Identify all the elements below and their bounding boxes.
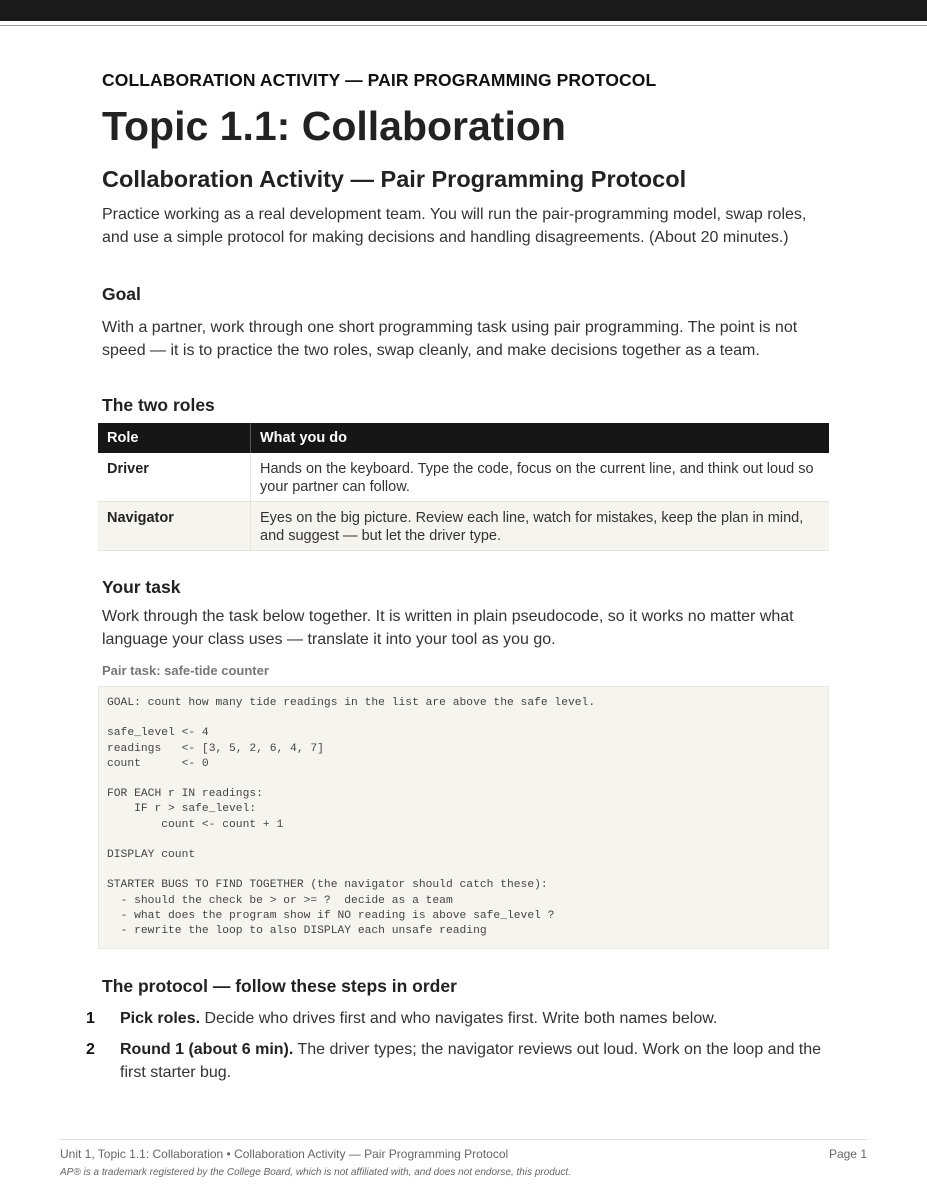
- step-number: 2: [86, 1041, 95, 1059]
- column-header-what-you-do: What you do: [251, 423, 830, 453]
- task-heading: Your task: [102, 577, 181, 597]
- page-number: Page 1: [828, 1147, 867, 1161]
- footer-text: Unit 1, Topic 1.1: Collaboration • Collaboration Activity — Pair Programming Protocol: [60, 1147, 509, 1161]
- table-header-row: [98, 423, 829, 453]
- column-header-role: Role: [98, 423, 251, 453]
- footer-rule: [60, 1139, 867, 1140]
- roles-table: [98, 423, 829, 551]
- table-row: [98, 453, 829, 502]
- table-row: [98, 502, 829, 551]
- pseudocode-block: GOAL: count how many tide readings in the list are above the safe level. safe_level <- 4 readings <- [3, 5, 2, 6, 4, 7] count <- 0 FOR EACH r IN readings: IF r > safe_level: count <- count + 1 DISPLAY count STARTER BUGS TO FIND TOGETHER (the navigator should catch these): - should the check be > or >= ? decide as a team - what does the program show if NO reading is above safe_level ? - rewrite the loop to also DISPLAY each unsafe reading: [98, 686, 829, 949]
- protocol-steps: [86, 1007, 829, 1084]
- step-text: Decide who drives first and who navigates first. Write both names below.: [200, 1010, 718, 1028]
- protocol-heading: The protocol — follow these steps in order: [102, 976, 457, 997]
- document-body: [86, 68, 829, 1092]
- step-lead: Pick roles.: [120, 1010, 201, 1028]
- intro-paragraph: Practice working as a real development team. You will run the pair-programming model, swap roles, and use a simple protocol for making decisions and handling disagreements. (About 20 minutes.): [102, 206, 807, 246]
- code-caption: Pair task: safe-tide counter: [102, 663, 269, 678]
- step-text: The driver types; the navigator reviews out loud. Work on the loop and the first starter bug.: [120, 1041, 822, 1082]
- task-paragraph: Work through the task below together. It is written in plain pseudocode, so it works no matter what language your class uses — translate it into your tool as you go.: [102, 608, 794, 648]
- top-rule: [0, 25, 927, 26]
- page-title: Topic 1.1: Collaboration: [102, 103, 566, 149]
- roles-heading: The two roles: [102, 395, 215, 415]
- trademark-note: AP® is a trademark registered by the College Board, which is not affiliated with, and does not endorse, this product.: [60, 1167, 571, 1178]
- top-bar: [0, 0, 927, 21]
- step-number: 1: [86, 1010, 95, 1028]
- role-description: Eyes on the big picture. Review each line, watch for mistakes, keep the plan in mind, and suggest — but let the driver type.: [251, 502, 830, 551]
- role-name: Navigator: [98, 502, 251, 551]
- goal-paragraph: With a partner, work through one short programming task using pair programming. The point is not speed — it is to practice the two roles, swap cleanly, and make decisions together as a team.: [102, 319, 798, 359]
- section-title: Collaboration Activity — Pair Programming Protocol: [102, 166, 687, 192]
- list-item: [86, 1007, 829, 1030]
- role-name: Driver: [98, 453, 251, 502]
- kicker: COLLABORATION ACTIVITY — PAIR PROGRAMMING PROTOCOL: [102, 70, 657, 90]
- goal-heading: Goal: [102, 284, 141, 304]
- role-description: Hands on the keyboard. Type the code, focus on the current line, and think out loud so your partner can follow.: [251, 453, 830, 502]
- list-item: [86, 1038, 829, 1084]
- step-lead: Round 1 (about 6 min).: [120, 1041, 294, 1059]
